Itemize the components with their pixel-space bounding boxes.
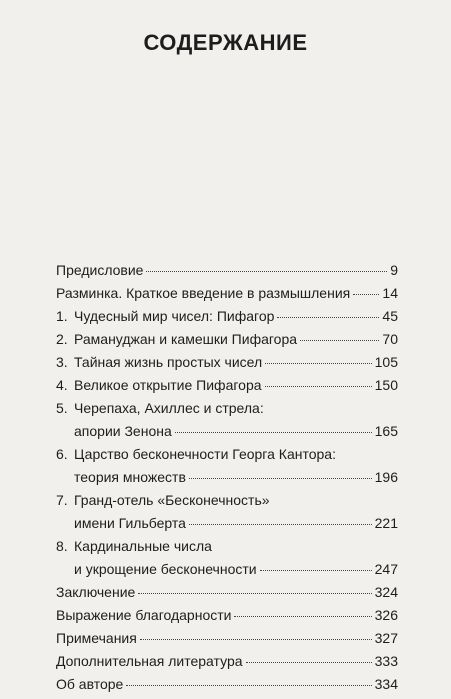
toc-entry <box>56 259 398 282</box>
toc-entry-line <box>56 650 398 673</box>
toc-page-number: 150 <box>374 377 398 393</box>
toc-entry-title: Черепаха, Ахиллес и стрела: <box>74 400 264 416</box>
dot-leader <box>265 386 372 387</box>
dot-leader <box>146 271 387 272</box>
toc-entry-title: и укрощение бесконечности <box>74 561 257 577</box>
toc-page-number: 221 <box>374 515 398 531</box>
dot-leader <box>246 662 372 663</box>
dot-leader <box>277 317 379 318</box>
toc-entry-number: 5. <box>56 400 68 416</box>
toc-entry-line <box>56 627 398 650</box>
toc-entry-line <box>56 604 398 627</box>
toc-entry-title: Предисловие <box>56 262 144 278</box>
toc-entry <box>56 443 398 489</box>
toc-entry-line <box>56 420 398 443</box>
toc-entry-number: 4. <box>56 377 68 393</box>
toc-entry-title: Тайная жизнь простых чисел <box>74 354 263 370</box>
toc-page-number: 247 <box>374 561 398 577</box>
toc-page-number: 70 <box>382 331 398 347</box>
toc-entry-line <box>56 328 398 351</box>
toc-entry-line <box>56 512 398 535</box>
toc-entry-number: 1. <box>56 308 68 324</box>
dot-leader <box>175 432 372 433</box>
toc-entry-title: Рамануджан и камешки Пифагора <box>74 331 298 347</box>
toc-entry-title: Заключение <box>56 584 136 600</box>
toc-entry-line <box>56 374 398 397</box>
toc-entry-line <box>56 305 398 328</box>
toc-entry-line <box>56 673 398 696</box>
toc-entry-title: апории Зенона <box>74 423 172 439</box>
toc-entry-title: Царство бесконечности Георга Кантора: <box>74 446 336 462</box>
toc-entry-line <box>56 397 398 420</box>
dot-leader <box>234 616 371 617</box>
dot-leader <box>140 639 372 640</box>
toc-entry-number: 3. <box>56 354 68 370</box>
dot-leader <box>189 524 372 525</box>
toc-entry <box>56 535 398 581</box>
toc-entry-line <box>56 282 398 305</box>
dot-leader <box>353 294 379 295</box>
toc-entry <box>56 282 398 305</box>
toc-entry <box>56 397 398 443</box>
toc-entry <box>56 305 398 328</box>
toc-entry <box>56 489 398 535</box>
toc-entry-title: Об авторе <box>56 676 124 692</box>
toc-entry-line <box>56 351 398 374</box>
toc-entry-line <box>56 443 398 466</box>
toc-entry-title: имени Гильберта <box>74 515 186 531</box>
toc-entry-title: Чудесный мир чисел: Пифагор <box>74 308 275 324</box>
toc-page-number: 45 <box>382 308 398 324</box>
toc-page-number: 324 <box>374 584 398 600</box>
toc-page-number: 105 <box>374 354 398 370</box>
toc-entry <box>56 650 398 673</box>
dot-leader <box>265 363 371 364</box>
dot-leader <box>300 340 379 341</box>
toc-entry <box>56 351 398 374</box>
toc-entry-line <box>56 259 398 282</box>
dot-leader <box>189 478 372 479</box>
toc-entry-line <box>56 466 398 489</box>
toc-page-number: 327 <box>374 630 398 646</box>
toc-page-number: 196 <box>374 469 398 485</box>
toc-entry-number: 2. <box>56 331 68 347</box>
toc-entry-number: 6. <box>56 446 68 462</box>
toc-page-number: 165 <box>374 423 398 439</box>
toc-page-number: 333 <box>374 653 398 669</box>
toc-page-number: 14 <box>382 285 398 301</box>
toc-entry-title: Примечания <box>56 630 137 646</box>
toc-page-number: 334 <box>374 676 398 692</box>
table-of-contents <box>56 259 398 696</box>
toc-entry <box>56 673 398 696</box>
toc-page-number: 326 <box>374 607 398 623</box>
toc-entry <box>56 374 398 397</box>
toc-entry <box>56 328 398 351</box>
toc-entry-title: Кардинальные числа <box>74 538 212 554</box>
toc-entry-number: 7. <box>56 492 68 508</box>
toc-entry-title: Гранд-отель «Бесконечность» <box>74 492 270 508</box>
toc-entry <box>56 627 398 650</box>
toc-entry-line <box>56 489 398 512</box>
toc-entry-title: Великое открытие Пифагора <box>74 377 262 393</box>
toc-entry-line <box>56 558 398 581</box>
toc-entry <box>56 604 398 627</box>
toc-entry-title: теория множеств <box>74 469 186 485</box>
toc-entry <box>56 581 398 604</box>
toc-entry-line <box>56 535 398 558</box>
toc-page-number: 9 <box>390 262 398 278</box>
toc-entry-title: Дополнительная литература <box>56 653 243 669</box>
toc-entry-title: Разминка. Краткое введение в размышления <box>56 285 351 301</box>
dot-leader <box>126 685 371 686</box>
toc-entry-number: 8. <box>56 538 68 554</box>
toc-entry-title: Выражение благодарности <box>56 607 232 623</box>
dot-leader <box>138 593 371 594</box>
page-title: СОДЕРЖАНИЕ <box>143 30 308 55</box>
dot-leader <box>260 570 372 571</box>
toc-entry-line <box>56 581 398 604</box>
